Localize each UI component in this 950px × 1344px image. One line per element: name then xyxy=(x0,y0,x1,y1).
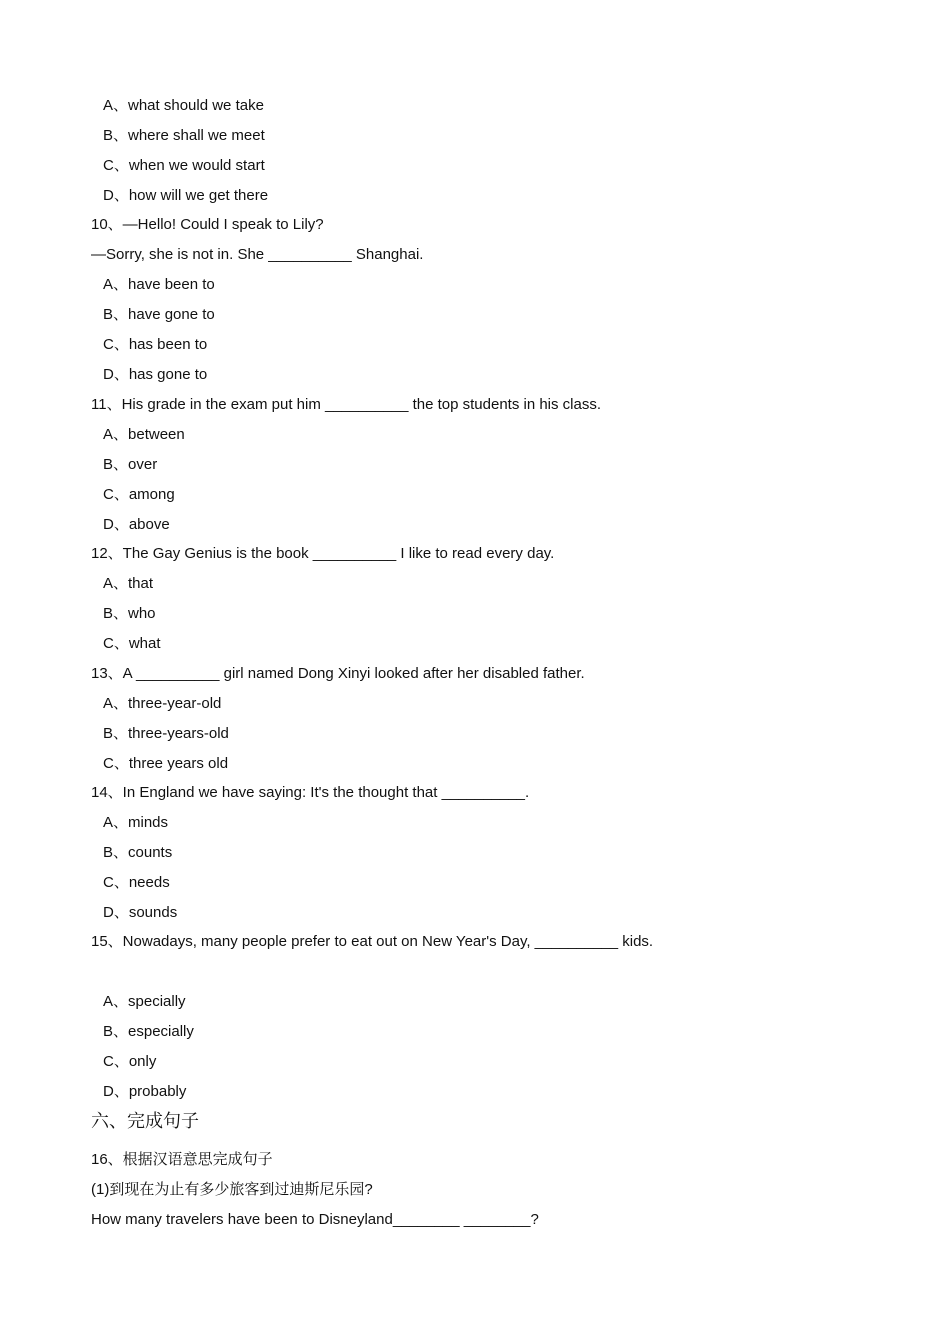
q9-option-b: B、where shall we meet xyxy=(103,127,265,144)
q12-stem: 12、The Gay Genius is the book __________ I like to read every day. xyxy=(91,545,555,562)
q15-stem: 15、Nowadays, many people prefer to eat out on New Year's Day, __________ kids. xyxy=(91,933,654,950)
q9-option-a: A、what should we take xyxy=(103,97,264,114)
q10-stem-reply: —Sorry, she is not in. She __________ Shanghai. xyxy=(91,246,424,263)
q11-stem: 11、His grade in the exam put him __________ the top students in his class. xyxy=(91,396,602,413)
q14-stem: 14、In England we have saying: It's the thought that __________. xyxy=(91,784,530,801)
q12-option-c: C、what xyxy=(103,635,161,652)
q15-option-c: C、only xyxy=(103,1053,157,1070)
q11-option-b: B、over xyxy=(103,456,158,473)
q13-option-c: C、three years old xyxy=(103,755,229,772)
q12-option-b: B、who xyxy=(103,605,156,622)
q10-stem: 10、—Hello! Could I speak to Lily? xyxy=(91,216,324,233)
q13-stem: 13、A __________ girl named Dong Xinyi looked after her disabled father. xyxy=(91,665,585,682)
q9-option-d: D、how will we get there xyxy=(103,187,269,204)
q9-option-c: C、when we would start xyxy=(103,157,265,174)
q12-option-a: A、that xyxy=(103,575,154,592)
q10-option-a: A、have been to xyxy=(103,276,215,293)
q16-stem: 16、根据汉语意思完成句子 xyxy=(91,1151,273,1168)
q13-option-a: A、three-year-old xyxy=(103,695,222,712)
q15-option-b: B、especially xyxy=(103,1023,194,1040)
q11-option-d: D、above xyxy=(103,516,170,533)
q16-1-english: How many travelers have been to Disneyland________ ________? xyxy=(91,1211,539,1228)
q14-option-a: A、minds xyxy=(103,814,169,831)
q13-option-b: B、three-years-old xyxy=(103,725,229,742)
q16-1-chinese: (1)到现在为止有多少旅客到过迪斯尼乐园? xyxy=(91,1181,373,1198)
q15-option-d: D、probably xyxy=(103,1083,187,1100)
q11-option-c: C、among xyxy=(103,486,175,503)
q10-option-b: B、have gone to xyxy=(103,306,215,323)
q14-option-b: B、counts xyxy=(103,844,173,861)
q11-option-a: A、between xyxy=(103,426,185,443)
section-6-title: 六、完成句子 xyxy=(91,1111,199,1131)
q10-option-d: D、has gone to xyxy=(103,366,208,383)
q14-option-d: D、sounds xyxy=(103,904,178,921)
q14-option-c: C、needs xyxy=(103,874,170,891)
q10-option-c: C、has been to xyxy=(103,336,208,353)
q15-option-a: A、specially xyxy=(103,993,186,1010)
